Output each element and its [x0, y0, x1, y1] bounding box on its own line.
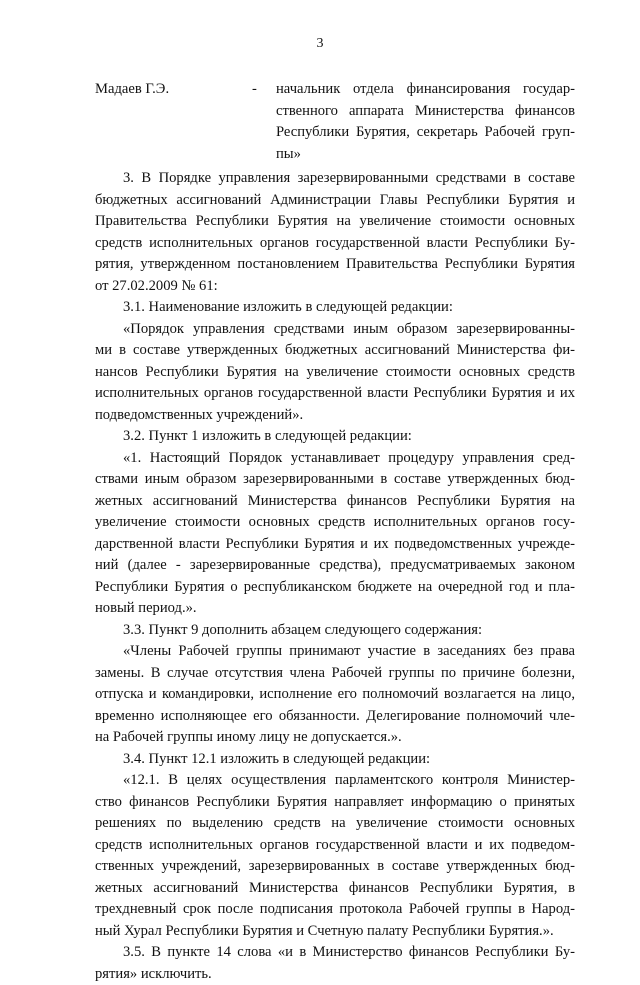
- body-line: от 27.02.2009 № 61:: [95, 276, 575, 298]
- body-line: замены. В случае отсутствия члена Рабочей группы по причине болезни,: [95, 663, 575, 685]
- body-line: ный Хурал Республики Бурятия и Счетную палату Республики Бурятия.».: [95, 921, 575, 943]
- body-line: временно исполняющее его обязанности. Делегирование полномочий чле-: [95, 706, 575, 728]
- body-line: на Рабочей группы иному лицу не допускается.».: [95, 727, 575, 749]
- body-line: «Члены Рабочей группы принимают участие в заседаниях без права: [95, 641, 575, 663]
- page-number: 3: [0, 36, 640, 52]
- body-line: ний (далее - зарезервированные средства), предусматриваемых законом: [95, 555, 575, 577]
- body-line: ство финансов Республики Бурятия направляет информацию о принятых: [95, 792, 575, 814]
- member-role-line: начальник отдела финансирования государ-: [276, 79, 575, 101]
- body-line: бюджетных ассигнований Администрации Главы Республики Бурятия и: [95, 190, 575, 212]
- body-line: отпуска и командировки, исполнение его полномочий возлагается на лицо,: [95, 684, 575, 706]
- body-line: решениях по выделению средств на увеличение стоимости основных: [95, 813, 575, 835]
- body-line: исполнительных органов государственной власти Республики Бурятия и их: [95, 383, 575, 405]
- body-line: ствами иным образом зарезервированными в составе утвержденных бюд-: [95, 469, 575, 491]
- body-line: увеличение стоимости основных средств исполнительных органов госу-: [95, 512, 575, 534]
- body-line: 3.2. Пункт 1 изложить в следующей редакции:: [95, 426, 575, 448]
- member-name: Мадаев Г.Э.: [95, 79, 169, 101]
- body-line: Правительства Республики Бурятия на увеличение стоимости основных: [95, 211, 575, 233]
- body-line: 3. В Порядке управления зарезервированными средствами в составе: [95, 168, 575, 190]
- body-line: рятия» исключить.: [95, 964, 575, 985]
- body-line: «12.1. В целях осуществления парламентского контроля Министер-: [95, 770, 575, 792]
- member-role-line: пы»: [276, 144, 575, 166]
- body-line: подведомственных учреждений».: [95, 405, 575, 427]
- body-line: жетных ассигнований Министерства финансов Республики Бурятия на: [95, 491, 575, 513]
- body-line: средств исполнительных органов государственной власти и их подведом-: [95, 835, 575, 857]
- body-line: средств исполнительных органов государственной власти Республики Бу-: [95, 233, 575, 255]
- body-line: 3.1. Наименование изложить в следующей редакции:: [95, 297, 575, 319]
- body-line: Республики Бурятия о республиканском бюджете на очередной год и пла-: [95, 577, 575, 599]
- document-body: [95, 168, 575, 985]
- member-role-line: Республики Бурятия, секретарь Рабочей груп-: [276, 122, 575, 144]
- body-line: новый период.».: [95, 598, 575, 620]
- body-line: 3.3. Пункт 9 дополнить абзацем следующего содержания:: [95, 620, 575, 642]
- body-line: 3.4. Пункт 12.1 изложить в следующей редакции:: [95, 749, 575, 771]
- body-line: нансов Республики Бурятия на увеличение стоимости основных средств: [95, 362, 575, 384]
- body-line: «Порядок управления средствами иным образом зарезервированны-: [95, 319, 575, 341]
- member-role-line: ственного аппарата Министерства финансов: [276, 101, 575, 123]
- body-line: рятия, утвержденном постановлением Правительства Республики Бурятия: [95, 254, 575, 276]
- body-line: «1. Настоящий Порядок устанавливает процедуру управления сред-: [95, 448, 575, 470]
- body-line: ственных учреждений, зарезервированных в составе утвержденных бюд-: [95, 856, 575, 878]
- body-line: ми в составе утвержденных бюджетных ассигнований Министерства фи-: [95, 340, 575, 362]
- body-line: 3.5. В пункте 14 слова «и в Министерство финансов Республики Бу-: [95, 942, 575, 964]
- body-line: трехдневный срок после подписания протокола Рабочей группы в Народ-: [95, 899, 575, 921]
- member-role: [276, 79, 575, 165]
- body-line: жетных ассигнований Министерства финансов Республики Бурятия, в: [95, 878, 575, 900]
- member-dash: -: [252, 79, 257, 101]
- body-line: дарственной власти Республики Бурятия и их подведомственных учрежде-: [95, 534, 575, 556]
